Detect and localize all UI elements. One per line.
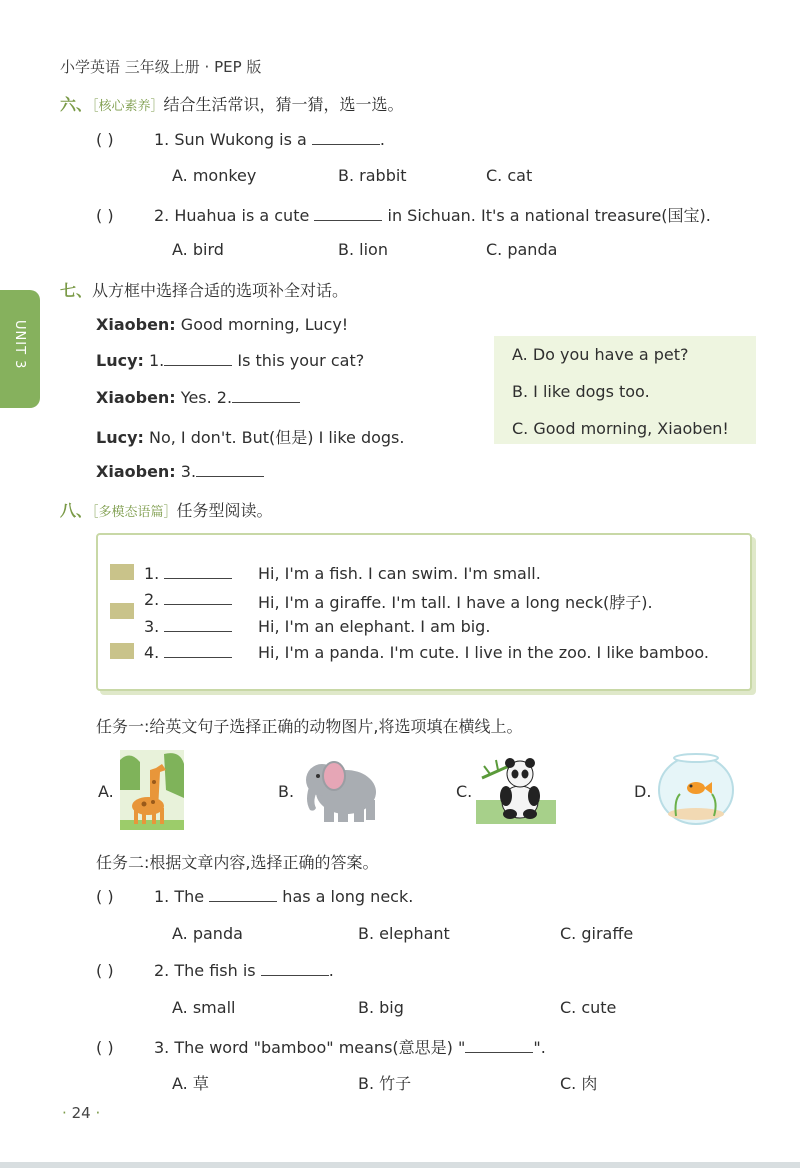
unit-tab-label: UNIT 3 xyxy=(12,320,27,370)
s6-q1-option-a: A. monkey xyxy=(172,166,257,185)
elephant-icon xyxy=(298,754,382,826)
fill-blank[interactable] xyxy=(164,617,232,632)
s6-q1-option-c: C. cat xyxy=(486,166,533,185)
section7-title: 从方框中选择合适的选项补全对话。 xyxy=(92,281,349,300)
box-option-a: A. Do you have a pet? xyxy=(512,345,689,364)
reading-line-4: 4. xyxy=(144,643,232,662)
reading-text-4: Hi, I'm a panda. I'm cute. I live in the zoo. I like bamboo. xyxy=(258,643,709,662)
fill-blank[interactable] xyxy=(314,206,382,221)
fill-blank[interactable] xyxy=(261,961,329,976)
page-bottom-edge xyxy=(0,1162,800,1168)
section8-title: 任务型阅读。 xyxy=(176,501,273,520)
s6-q2-option-a: A. bird xyxy=(172,240,224,259)
unit-tab xyxy=(0,290,40,408)
picture-label-d: D. xyxy=(634,782,652,801)
color-square xyxy=(110,643,134,659)
answer-paren[interactable]: ( ) xyxy=(96,887,114,906)
s6-question-2: ( ) 2. Huahua is a cute in Sichuan. It's a national treasure(国宝). xyxy=(96,206,711,225)
s8-question-2: ( ) 2. The fish is . xyxy=(96,961,334,980)
answer-paren[interactable]: ( ) xyxy=(96,1038,114,1057)
fill-blank[interactable] xyxy=(209,887,277,902)
answer-paren[interactable]: ( ) xyxy=(96,961,114,980)
s8-q2-option-c: C. cute xyxy=(560,998,617,1017)
s8-q3-option-b: B. 竹子 xyxy=(358,1074,412,1093)
section6-number: 六、 xyxy=(60,95,93,114)
s8-q2-option-b: B. big xyxy=(358,998,404,1017)
color-square xyxy=(110,564,134,580)
picture-label-b: B. xyxy=(278,782,295,801)
s8-q1-option-b: B. elephant xyxy=(358,924,450,943)
s8-question-3: ( ) 3. The word "bamboo" means(意思是) " ". xyxy=(96,1038,546,1057)
reading-box xyxy=(96,533,752,691)
s8-q3-option-a: A. 草 xyxy=(172,1074,209,1093)
answer-paren[interactable]: ( ) xyxy=(96,206,114,225)
panda-icon xyxy=(476,752,556,824)
fill-blank[interactable] xyxy=(196,462,264,477)
reading-text-1: Hi, I'm a fish. I can swim. I'm small. xyxy=(258,564,541,583)
dialog-line-5: Xiaoben: 3. xyxy=(96,462,264,481)
section7-number: 七、 xyxy=(60,281,93,300)
section6-tag: ［核心素养］ xyxy=(92,99,164,114)
color-square xyxy=(110,603,134,619)
fill-blank[interactable] xyxy=(164,351,232,366)
s6-q1-option-b: B. rabbit xyxy=(338,166,407,185)
reading-text-2: Hi, I'm a giraffe. I'm tall. I have a long neck(脖子). xyxy=(258,593,653,612)
s8-q1-option-a: A. panda xyxy=(172,924,243,943)
s8-q1-option-c: C. giraffe xyxy=(560,924,634,943)
s8-q2-option-a: A. small xyxy=(172,998,236,1017)
section8-number: 八、 xyxy=(60,501,93,520)
reading-text-3: Hi, I'm an elephant. I am big. xyxy=(258,617,491,636)
dialog-line-4: Lucy: No, I don't. But(但是) I like dogs. xyxy=(96,428,405,447)
reading-line-3: 3. xyxy=(144,617,232,636)
fill-blank[interactable] xyxy=(164,590,232,605)
task1-instruction: 任务一:给英文句子选择正确的动物图片,将选项填在横线上。 xyxy=(96,717,523,736)
s8-q3-option-c: C. 肉 xyxy=(560,1074,598,1093)
page-number: · 24 · xyxy=(62,1104,101,1122)
picture-label-a: A. xyxy=(98,782,114,801)
giraffe-icon xyxy=(120,750,184,830)
fill-blank[interactable] xyxy=(312,130,380,145)
dialog-line-1: Xiaoben: Good morning, Lucy! xyxy=(96,315,349,334)
s6-q2-option-c: C. panda xyxy=(486,240,558,259)
fish-bowl-icon xyxy=(656,750,736,826)
section6-heading xyxy=(60,92,404,115)
fill-blank[interactable] xyxy=(164,564,232,579)
section8-tag: ［多模态语篇］ xyxy=(92,505,177,520)
section6-title: 结合生活常识，猜一猜，选一选。 xyxy=(163,95,404,114)
fill-blank[interactable] xyxy=(465,1038,533,1053)
section8-heading xyxy=(60,498,273,521)
fill-blank[interactable] xyxy=(164,643,232,658)
box-option-b: B. I like dogs too. xyxy=(512,382,650,401)
s8-question-1: ( ) 1. The has a long neck. xyxy=(96,887,414,906)
s6-question-1: ( ) 1. Sun Wukong is a . xyxy=(96,130,385,149)
reading-line-2: 2. xyxy=(144,590,232,609)
dialog-line-2: Lucy: 1. Is this your cat? xyxy=(96,351,365,370)
options-box xyxy=(494,336,756,444)
reading-line-1: 1. xyxy=(144,564,232,583)
box-option-c: C. Good morning, Xiaoben! xyxy=(512,419,729,438)
page-header: 小学英语 三年级上册 · PEP 版 xyxy=(60,58,262,76)
fill-blank[interactable] xyxy=(232,388,300,403)
s6-q2-option-b: B. lion xyxy=(338,240,388,259)
task2-instruction: 任务二:根据文章内容,选择正确的答案。 xyxy=(96,853,379,872)
answer-paren[interactable]: ( ) xyxy=(96,130,114,149)
picture-label-c: C. xyxy=(456,782,473,801)
dialog-line-3: Xiaoben: Yes. 2. xyxy=(96,388,300,407)
section7-heading xyxy=(60,278,348,301)
